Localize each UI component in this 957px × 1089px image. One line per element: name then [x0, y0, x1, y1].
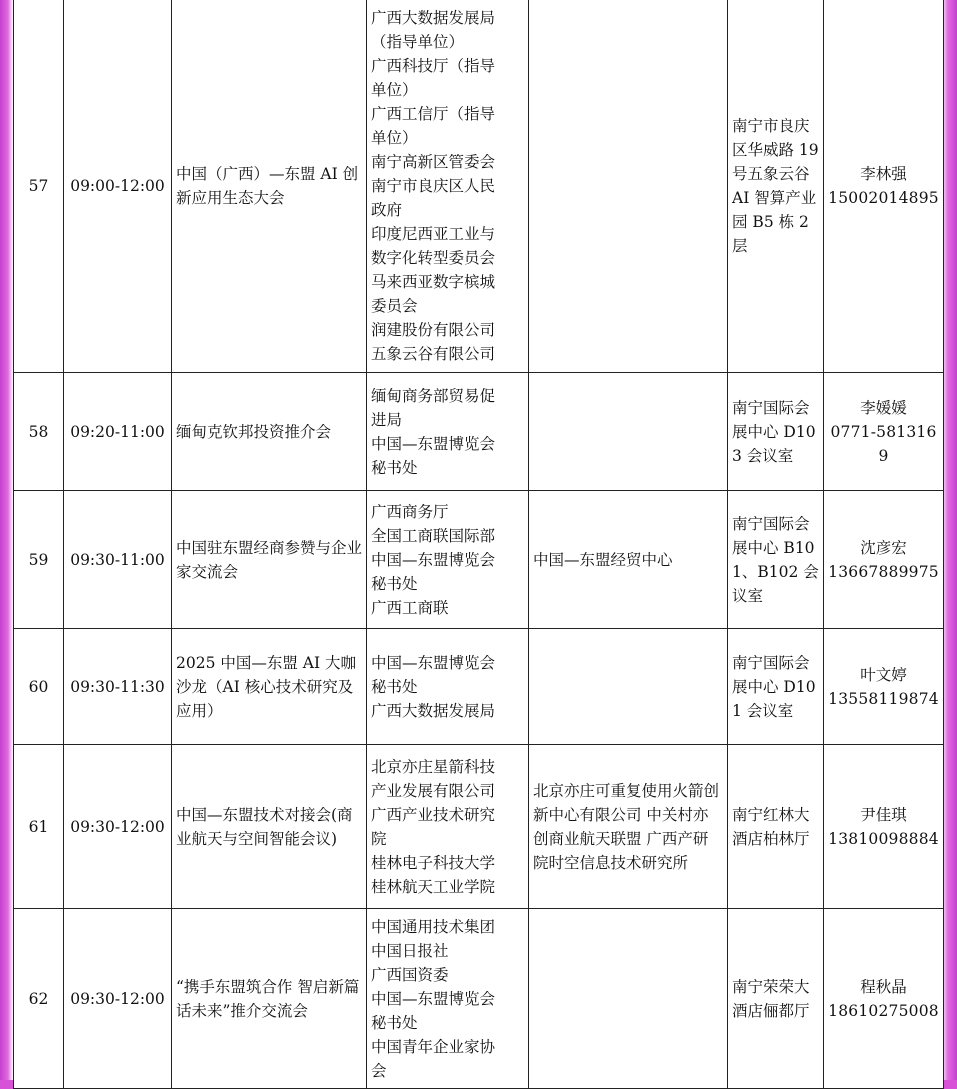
organizer-line: 缅甸商务部贸易促 — [371, 386, 496, 405]
organizer-line: 中国—东盟博览会 — [371, 434, 496, 453]
event-time: 09:30-11:00 — [64, 491, 172, 629]
organizer-line: 单位） — [371, 80, 418, 99]
contact — [824, 491, 944, 629]
event-time: 09:00-12:00 — [64, 0, 172, 373]
table-row — [14, 745, 944, 909]
organizer-line: 中国日报社 — [371, 941, 449, 960]
organizer-list — [367, 373, 529, 491]
contact — [824, 0, 944, 373]
venue: 南宁国际会展中心 D103 会议室 — [728, 373, 824, 491]
row-number: 59 — [14, 491, 64, 629]
organizer-line: 广西商务厅 — [371, 502, 449, 521]
contact — [824, 629, 944, 745]
contact-name: 沈彦宏 — [860, 538, 907, 557]
organizer-line: 润建股份有限公司 — [371, 320, 496, 339]
co-organizers: 北京亦庄可重复使用火箭创新中心有限公司 中关村亦创商业航天联盟 广西产研院时空信息技术研究所 — [529, 745, 728, 909]
organizer-line: 数字化转型委员会 — [371, 248, 496, 267]
organizer-line: 广西产业技术研究 — [371, 805, 496, 824]
contact — [824, 373, 944, 491]
contact-name: 李媛媛 — [860, 398, 907, 417]
event-time: 09:30-12:00 — [64, 909, 172, 1089]
table-row — [14, 0, 944, 373]
organizer-line: 秘书处 — [371, 574, 418, 593]
organizer-line: 广西大数据发展局 — [371, 8, 496, 27]
organizer-line: 秘书处 — [371, 677, 418, 696]
organizer-line: 院 — [371, 829, 387, 848]
organizer-line: 产业发展有限公司 — [371, 781, 496, 800]
organizer-line: 广西大数据发展局 — [371, 701, 496, 720]
organizer-line: 中国青年企业家协 — [371, 1037, 496, 1056]
organizer-line: 桂林电子科技大学 — [371, 853, 496, 872]
venue: 南宁荣荣大酒店俪都厅 — [728, 909, 824, 1089]
contact-name: 叶文婷 — [860, 665, 907, 684]
row-number: 62 — [14, 909, 64, 1089]
organizer-line: 全国工商联国际部 — [371, 526, 496, 545]
contact — [824, 745, 944, 909]
contact-name: 程秋晶 — [860, 977, 907, 996]
venue: 南宁市良庆区华威路 19 号五象云谷 AI 智算产业园 B5 栋 2 层 — [728, 0, 824, 373]
row-number: 60 — [14, 629, 64, 745]
organizer-line: 会 — [371, 1061, 387, 1080]
organizer-line: 广西工商联 — [371, 598, 449, 617]
contact-phone: 15002014895 — [828, 188, 939, 207]
organizer-line: 政府 — [371, 200, 403, 219]
organizer-line: 进局 — [371, 410, 403, 429]
row-number: 61 — [14, 745, 64, 909]
event-time: 09:20-11:00 — [64, 373, 172, 491]
event-time: 09:30-11:30 — [64, 629, 172, 745]
contact-phone: 13558119874 — [828, 689, 939, 708]
table-row — [14, 909, 944, 1089]
venue: 南宁国际会展中心 B101、B102 会议室 — [728, 491, 824, 629]
organizer-line: 广西工信厅（指导 — [371, 104, 496, 123]
organizer-list — [367, 0, 529, 373]
co-organizers — [529, 909, 728, 1089]
organizer-list — [367, 745, 529, 909]
event-name: 中国—东盟技术对接会(商业航天与空间智能会议) — [172, 745, 367, 909]
organizer-line: 秘书处 — [371, 1013, 418, 1032]
co-organizers — [529, 0, 728, 373]
event-name: 缅甸克钦邦投资推介会 — [172, 373, 367, 491]
organizer-line: 中国—东盟博览会 — [371, 989, 496, 1008]
contact-phone: 13667889975 — [828, 562, 939, 581]
organizer-line: 委员会 — [371, 296, 418, 315]
event-name: 2025 中国—东盟 AI 大咖沙龙（AI 核心技术研究及应用） — [172, 629, 367, 745]
organizer-line: 单位） — [371, 128, 418, 147]
venue: 南宁红林大酒店柏林厅 — [728, 745, 824, 909]
row-number: 58 — [14, 373, 64, 491]
organizer-line: 广西科技厅（指导 — [371, 56, 496, 75]
organizer-list — [367, 491, 529, 629]
co-organizers: 中国—东盟经贸中心 — [529, 491, 728, 629]
contact-phone: 0771-5813169 — [830, 422, 937, 465]
event-name: “携手东盟筑合作 智启新篇话未来”推介交流会 — [172, 909, 367, 1089]
table-row — [14, 629, 944, 745]
organizer-line: 桂林航天工业学院 — [371, 877, 496, 896]
event-time: 09:30-12:00 — [64, 745, 172, 909]
contact-phone: 18610275008 — [828, 1001, 939, 1020]
contact — [824, 909, 944, 1089]
organizer-line: 中国通用技术集团 — [371, 917, 496, 936]
organizer-line: 中国—东盟博览会 — [371, 653, 496, 672]
event-name: 中国（广西）—东盟 AI 创新应用生态大会 — [172, 0, 367, 373]
organizer-line: 马来西亚数字槟城 — [371, 272, 496, 291]
table-row — [14, 491, 944, 629]
organizer-line: 印度尼西亚工业与 — [371, 224, 496, 243]
contact-phone: 13810098884 — [828, 829, 939, 848]
organizer-list — [367, 629, 529, 745]
row-number: 57 — [14, 0, 64, 373]
contact-name: 尹佳琪 — [860, 805, 907, 824]
organizer-line: （指导单位） — [371, 32, 465, 51]
organizer-line: 广西国资委 — [371, 965, 449, 984]
organizer-line: 南宁高新区管委会 — [371, 152, 496, 171]
venue: 南宁国际会展中心 D101 会议室 — [728, 629, 824, 745]
event-name: 中国驻东盟经商参赞与企业家交流会 — [172, 491, 367, 629]
organizer-line: 北京亦庄星箭科技 — [371, 757, 496, 776]
table-row — [14, 373, 944, 491]
organizer-line: 南宁市良庆区人民 — [371, 176, 496, 195]
organizer-line: 中国—东盟博览会 — [371, 550, 496, 569]
organizer-list — [367, 909, 529, 1089]
organizer-line: 秘书处 — [371, 458, 418, 477]
organizer-line: 五象云谷有限公司 — [371, 344, 496, 363]
co-organizers — [529, 629, 728, 745]
contact-name: 李林强 — [860, 164, 907, 183]
event-schedule-table — [13, 0, 944, 1089]
co-organizers — [529, 373, 728, 491]
